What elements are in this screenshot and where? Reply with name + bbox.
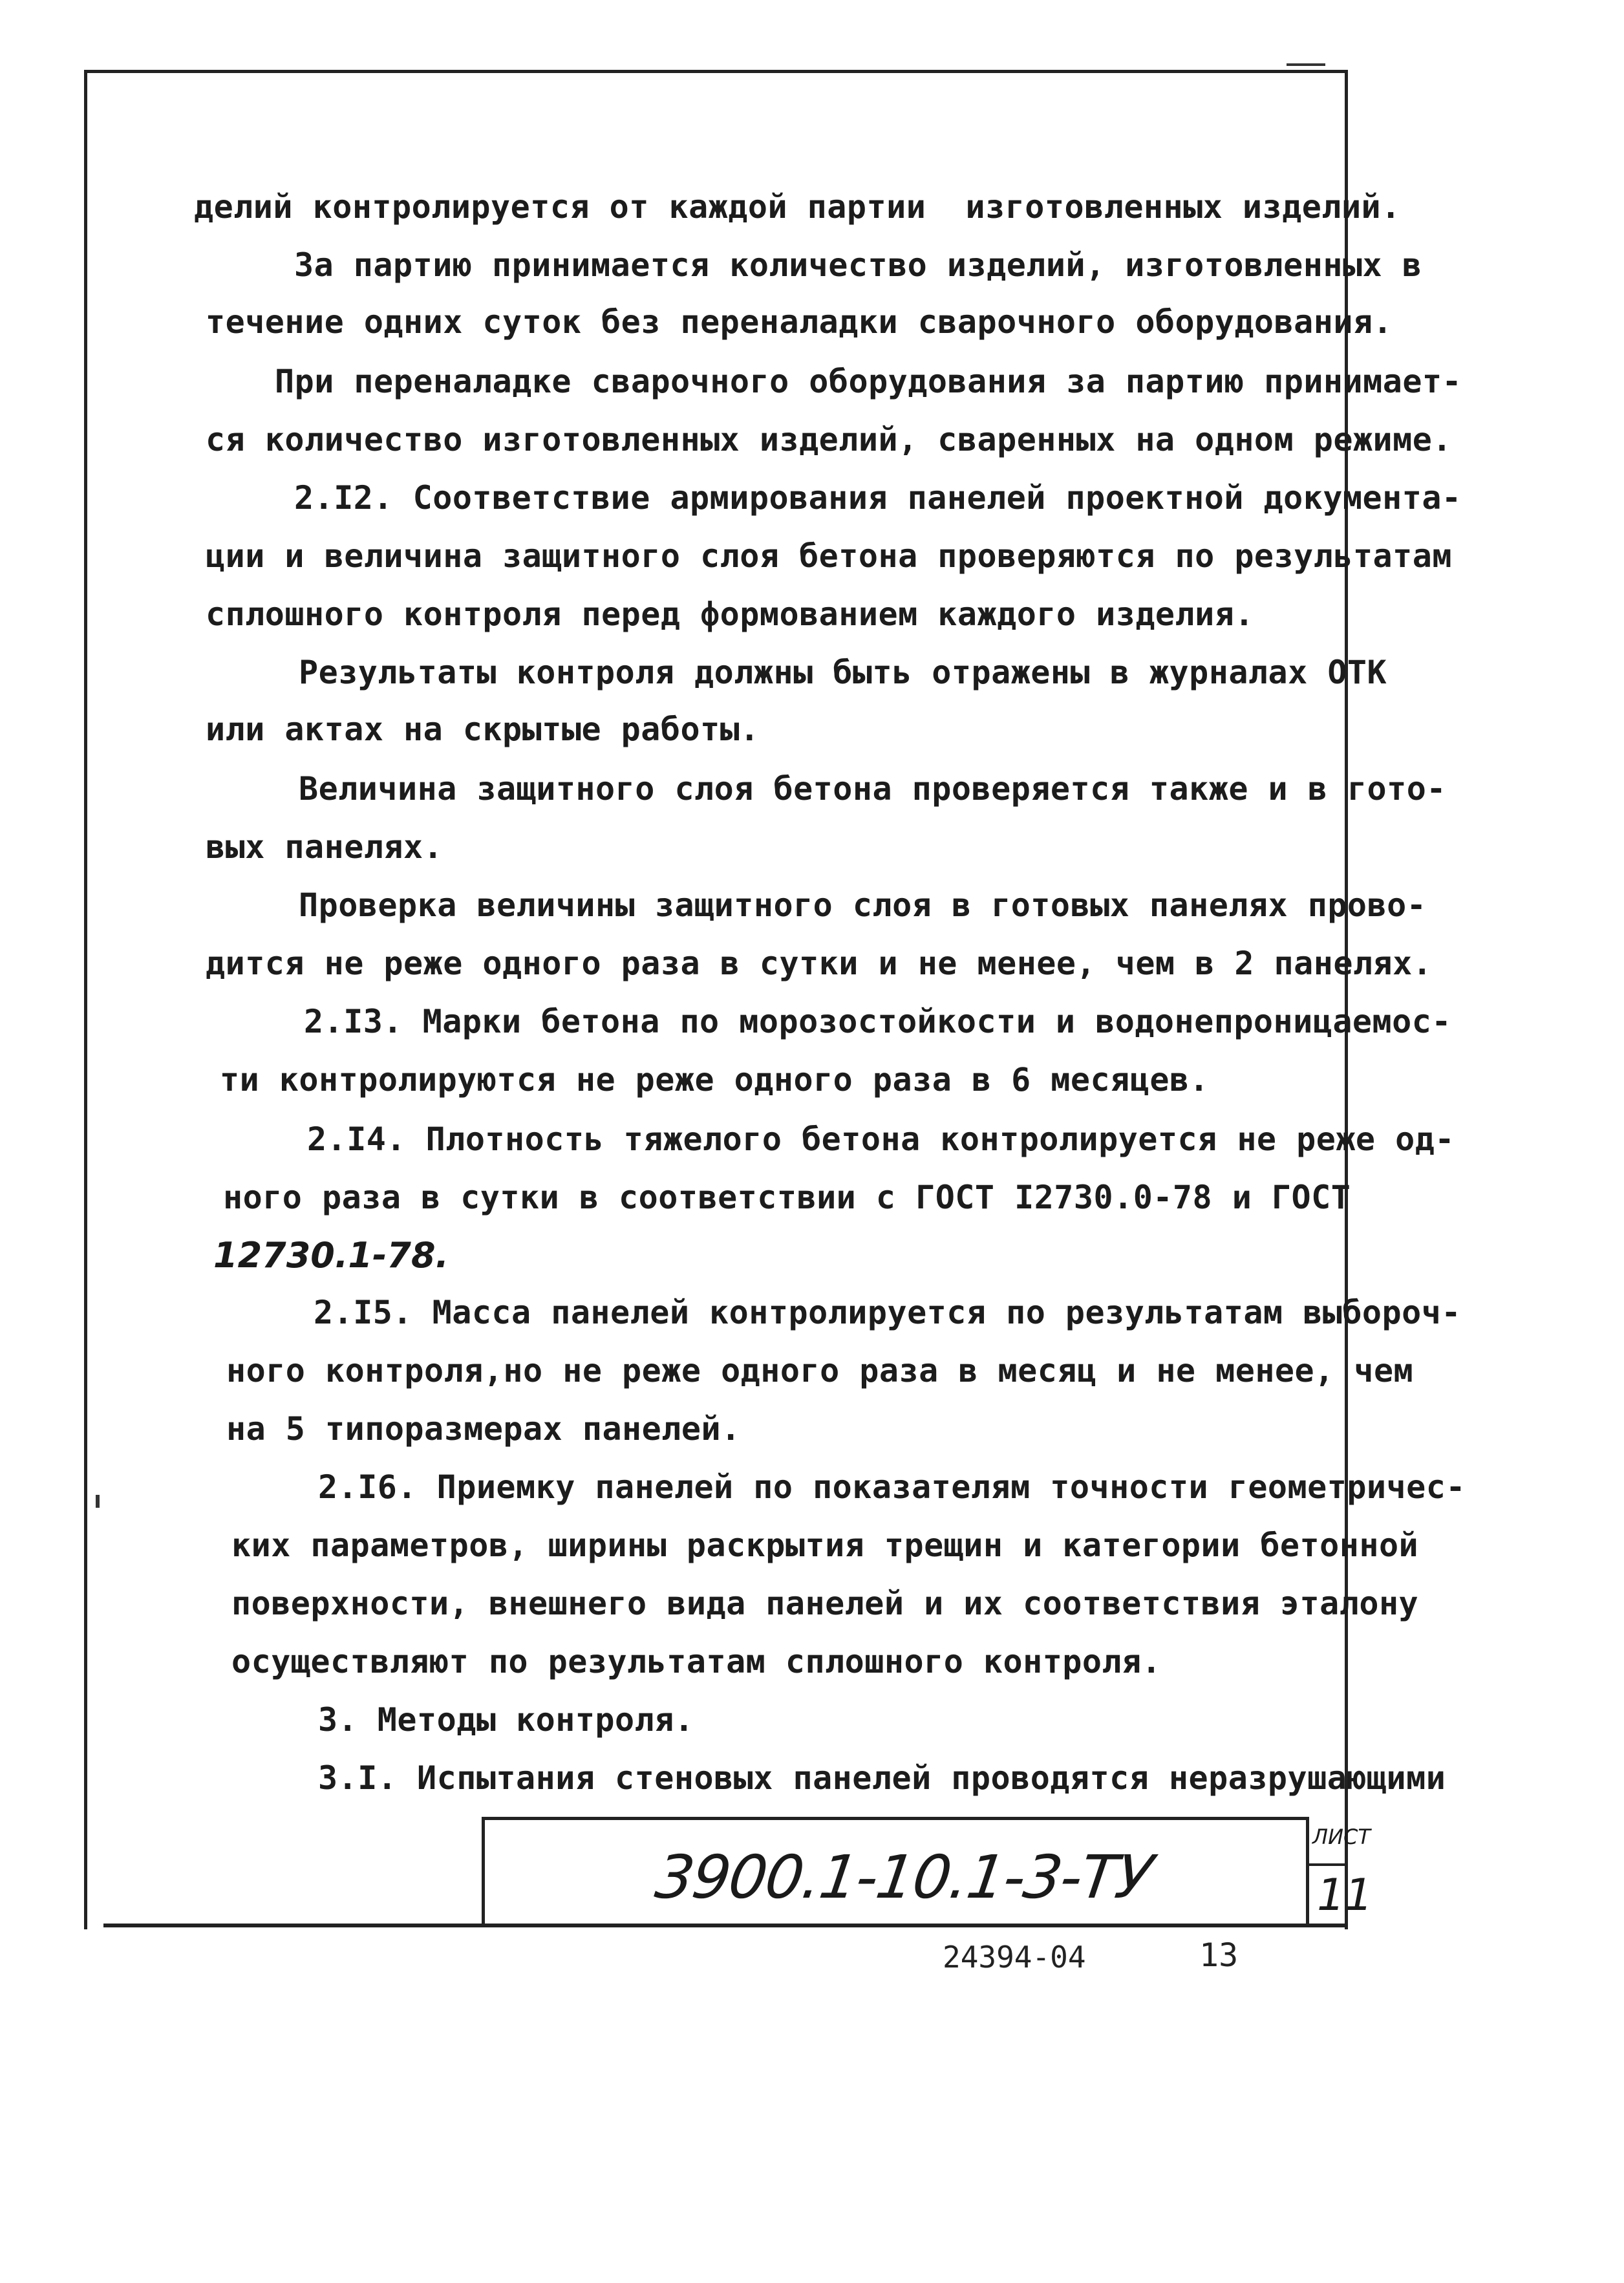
body-line: поверхности, внешнего вида панелей и их соответствия эталону — [231, 1585, 1419, 1622]
body-line: 3. Методы контроля. — [318, 1701, 694, 1739]
body-line: 2.I5. Масса панелей контролируется по результатам выбороч- — [314, 1294, 1461, 1331]
body-line: дится не реже одного раза в сутки и не менее, чем в 2 панелях. — [206, 945, 1433, 982]
body-line: ного раза в сутки в соответствии с ГОСТ I2730.0-78 и ГОСТ — [223, 1179, 1351, 1216]
body-line: на 5 типоразмерах панелей. — [226, 1410, 741, 1448]
body-line: 2.I3. Марки бетона по морозостойкости и водонепроницаемос- — [304, 1003, 1451, 1040]
stamp-code: 24394-04 — [943, 1940, 1086, 1975]
body-line: осуществляют по результатам сплошного контроля. — [231, 1643, 1162, 1680]
body-line: Результаты контроля должны быть отражены в журналах ОТК — [299, 654, 1387, 691]
body-line: ции и величина защитного слоя бетона проверяются по результатам — [206, 537, 1452, 575]
sheet-label: ЛИСТ — [1312, 1825, 1371, 1849]
body-line: ного контроля,но не реже одного раза в месяц и не менее, чем — [226, 1352, 1414, 1389]
body-line: сплошного контроля перед формованием каждого изделия. — [206, 595, 1254, 633]
title-block-top-border — [482, 1817, 1309, 1820]
body-line: За партию принимается количество изделий, изготовленных в — [294, 246, 1422, 284]
sheet-number: 11 — [1317, 1870, 1373, 1921]
body-line: 2.I4. Плотность тяжелого бетона контролируется не реже од- — [307, 1120, 1455, 1158]
body-line: вых панелях. — [206, 828, 443, 866]
title-block-left-border — [482, 1817, 485, 1925]
document-designation: 3900.1-10.1-3-ТУ — [651, 1843, 1156, 1912]
body-line: 2.I6. Приемку панелей по показателям точности геометричес- — [318, 1468, 1466, 1506]
body-line: При переналадке сварочного оборудования за партию принимает- — [275, 363, 1462, 400]
title-block — [482, 1817, 1373, 1925]
title-block-divider — [1306, 1817, 1309, 1925]
body-line: 3.I. Испытания стеновых панелей проводятся неразрушающими — [318, 1759, 1446, 1797]
title-block-sheet-divider — [1309, 1863, 1348, 1866]
body-line: 2.I2. Соответствие армирования панелей проектной документа- — [294, 479, 1462, 517]
body-line: Проверка величины защитного слоя в готовых панелях прово- — [299, 886, 1427, 924]
handwritten-note: 12730.1-78. — [213, 1235, 449, 1276]
body-line: или актах на скрытые работы. — [206, 711, 760, 748]
body-line: ких параметров, ширины раскрытия трещин и категории бетонной — [231, 1527, 1419, 1564]
body-line: делий контролируется от каждой партии изготовленных изделий. — [194, 188, 1401, 226]
page-number: 13 — [1199, 1936, 1239, 1974]
body-line: ся количество изготовленных изделий, сваренных на одном режиме. — [206, 421, 1452, 458]
body-line: Величина защитного слоя бетона проверяется также и в гото- — [299, 770, 1446, 808]
body-line: ти контролируются не реже одного раза в 6 месяцев. — [220, 1061, 1210, 1099]
body-line: течение одних суток без переналадки сварочного оборудования. — [206, 303, 1393, 341]
